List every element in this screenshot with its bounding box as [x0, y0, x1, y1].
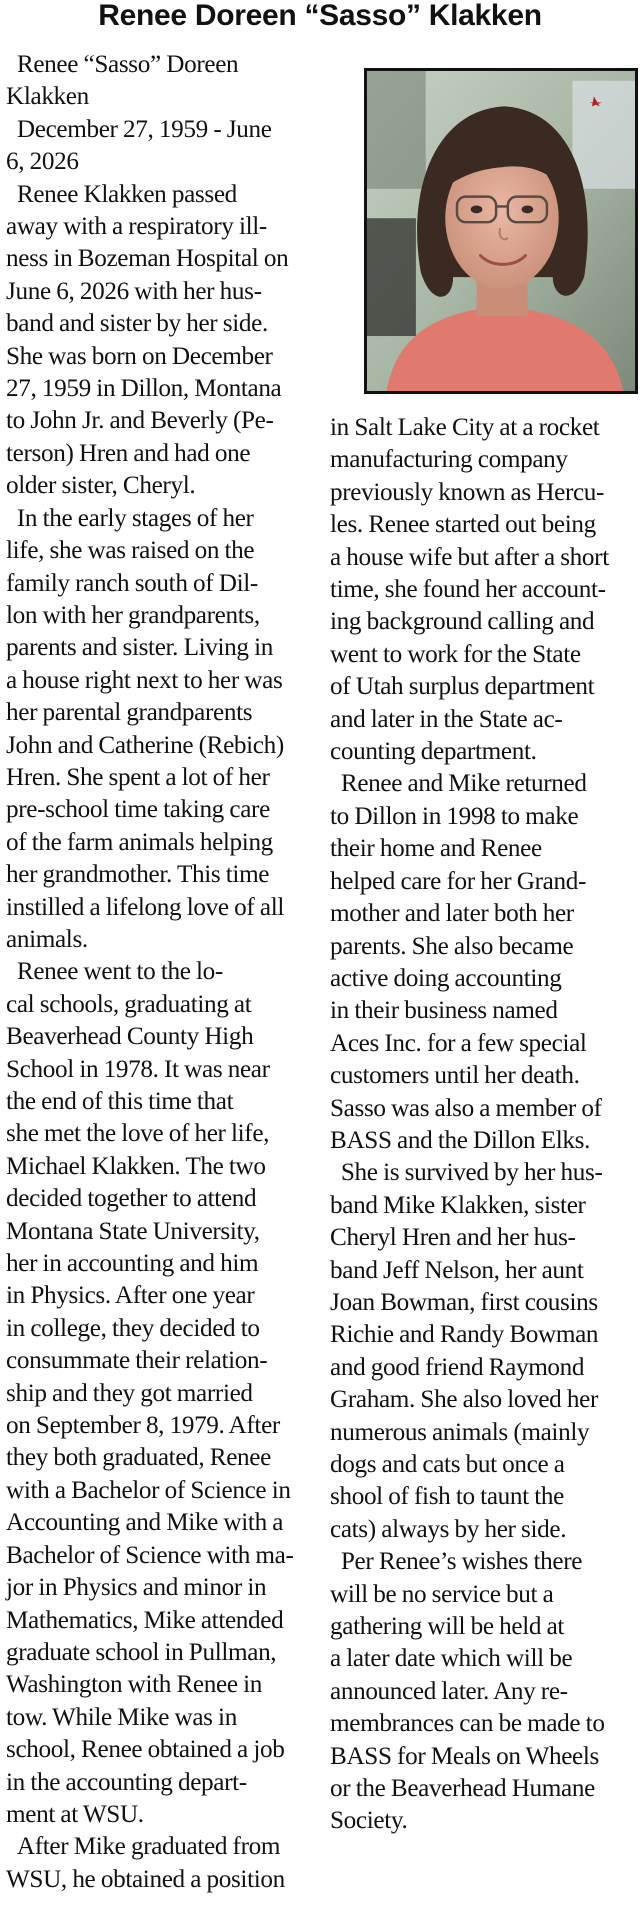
text-line: to John Jr. and Beverly (Pe-	[6, 407, 274, 435]
text-line: Renee “Sasso” Doreen	[6, 51, 239, 78]
text-line: parents and sister. Living in	[6, 634, 273, 662]
text-line: Renee Klakken passed	[6, 180, 237, 208]
text-line: Montana State University,	[6, 1217, 260, 1245]
text-line: will be no service but a	[330, 1580, 554, 1608]
text-line: Richie and Randy Bowman	[330, 1321, 599, 1349]
text-line: ship and they got married	[6, 1379, 253, 1407]
text-line: cats) always by her side.	[330, 1515, 567, 1543]
text-line: older sister, Cheryl.	[6, 472, 196, 500]
text-line: band Mike Klakken, sister	[330, 1191, 586, 1219]
text-line: their home and Renee	[330, 835, 542, 863]
text-line: consummate their relation-	[6, 1347, 268, 1375]
text-line: Bachelor of Science with ma-	[6, 1541, 294, 1569]
text-line: June 6, 2026 with her hus-	[6, 277, 262, 305]
portrait-image	[367, 71, 635, 391]
text-line: ment at WSU.	[6, 1800, 144, 1828]
text-line: In the early stages of her	[6, 504, 254, 532]
text-line: Hren. She spent a lot of her	[6, 763, 270, 791]
text-line: Graham. She also loved her	[330, 1386, 598, 1414]
text-line: pre-school time taking care	[6, 796, 270, 824]
text-line: and later in the State ac-	[330, 705, 563, 733]
text-line: her parental grandparents	[6, 699, 253, 727]
text-line: they both graduated, Renee	[6, 1444, 271, 1472]
text-line: away with a respiratory ill-	[6, 213, 267, 241]
text-line: 27, 1959 in Dillon, Montana	[6, 375, 282, 403]
text-line: Klakken	[6, 83, 89, 111]
text-line: lon with her grandparents,	[6, 601, 260, 629]
text-line: Renee went to the lo-	[6, 958, 223, 986]
text-line: decided together to attend	[6, 1185, 257, 1213]
text-line: to Dillon in 1998 to make	[330, 802, 579, 830]
text-line: went to work for the State	[330, 640, 581, 668]
text-line: mother and later both her	[330, 900, 574, 928]
text-line: Michael Klakken. The two	[6, 1152, 266, 1180]
text-line: Joan Bowman, first cousins	[330, 1288, 598, 1316]
text-line: She is survived by her hus-	[330, 1159, 603, 1187]
text-line: Aces Inc. for a few special	[330, 1029, 587, 1057]
text-line: shool of fish to taunt the	[330, 1483, 564, 1511]
text-line: numerous animals (mainly	[330, 1418, 590, 1446]
text-line: ness in Bozeman Hospital on	[6, 245, 289, 273]
text-line: or the Beaverhead Humane	[330, 1775, 595, 1803]
text-line: a house wife but after a short	[330, 543, 609, 571]
text-line: with a Bachelor of Science in	[6, 1476, 291, 1504]
text-line: family ranch south of Dil-	[6, 569, 258, 597]
text-line: helped care for her Grand-	[330, 867, 587, 895]
text-line: band Jeff Nelson, her aunt	[330, 1256, 584, 1284]
text-line: life, she was raised on the	[6, 537, 255, 565]
text-line: animals.	[6, 925, 88, 953]
text-line: Beaverhead County High	[6, 1023, 254, 1051]
text-line: jor in Physics and minor in	[6, 1574, 267, 1602]
text-line: in Physics. After one year	[6, 1282, 255, 1310]
text-line: Washington with Renee in	[6, 1671, 262, 1699]
text-line: a later date which will be	[330, 1645, 573, 1673]
text-line: Cheryl Hren and her hus-	[330, 1224, 576, 1252]
text-line: her grandmother. This time	[6, 861, 270, 889]
text-line: she met the love of her life,	[6, 1120, 270, 1148]
text-line: in their business named	[330, 997, 558, 1025]
text-line: After Mike graduated from	[6, 1833, 281, 1861]
text-line: school, Renee obtained a job	[6, 1736, 285, 1764]
text-line: BASS for Meals on Wheels	[330, 1742, 599, 1770]
text-line: December 27, 1959 - June	[6, 115, 272, 143]
text-line: in Salt Lake City at a rocket	[330, 414, 600, 441]
text-line: on September 8, 1979. After	[6, 1412, 280, 1440]
text-line: gathering will be held at	[330, 1613, 565, 1641]
text-line: previously known as Hercu-	[330, 478, 605, 506]
text-line: She was born on December	[6, 342, 273, 370]
text-line: in college, they decided to	[6, 1314, 260, 1342]
text-line: time, she found her account-	[330, 576, 606, 604]
text-line: Mathematics, Mike attended	[6, 1606, 284, 1634]
text-line: graduate school in Pullman,	[6, 1638, 277, 1666]
text-line: WSU, he obtained a position	[6, 1865, 285, 1893]
text-line: a house right next to her was	[6, 666, 283, 694]
obituary-title: Renee Doreen “Sasso” Klakken	[98, 0, 542, 32]
portrait-photo	[364, 68, 638, 394]
text-line: instilled a lifelong love of all	[6, 893, 284, 921]
text-line: Per Renee’s wishes there	[330, 1548, 583, 1576]
text-line: tow. While Mike was in	[6, 1703, 237, 1731]
text-line: les. Renee started out being	[330, 511, 596, 539]
text-line: counting department.	[330, 738, 537, 766]
text-line: cal schools, graduating at	[6, 990, 252, 1018]
text-line: Sasso was also a member of	[330, 1094, 602, 1122]
text-line: terson) Hren and had one	[6, 439, 251, 467]
text-line: her in accounting and him	[6, 1250, 259, 1278]
text-line: customers until her death.	[330, 1062, 580, 1090]
text-line: BASS and the Dillon Elks.	[330, 1126, 591, 1154]
text-line: active doing accounting	[330, 964, 562, 992]
text-line: Renee and Mike returned	[330, 770, 587, 798]
text-line: band and sister by her side.	[6, 310, 268, 338]
text-line: manufacturing company	[330, 446, 568, 474]
text-line: parents. She also became	[330, 932, 574, 960]
text-line: Accounting and Mike with a	[6, 1509, 284, 1537]
text-line: 6, 2026	[6, 148, 79, 176]
text-line: dogs and cats but once a	[330, 1451, 565, 1478]
text-line: in the accounting depart-	[6, 1768, 247, 1796]
text-line: announced later. Any re-	[330, 1677, 568, 1705]
text-line: ing background calling and	[330, 608, 595, 636]
text-line: John and Catherine (Rebich)	[6, 731, 284, 759]
text-line: the end of this time that	[6, 1088, 234, 1115]
text-line: membrances can be made to	[330, 1710, 605, 1738]
text-line: and good friend Raymond	[330, 1353, 585, 1381]
left-text-column	[6, 49, 324, 1896]
right-text-column	[330, 412, 640, 1838]
text-line: Society.	[330, 1807, 408, 1835]
text-line: School in 1978. It was near	[6, 1055, 270, 1083]
text-line: of Utah surplus department	[330, 673, 595, 701]
text-line: of the farm animals helping	[6, 828, 273, 856]
